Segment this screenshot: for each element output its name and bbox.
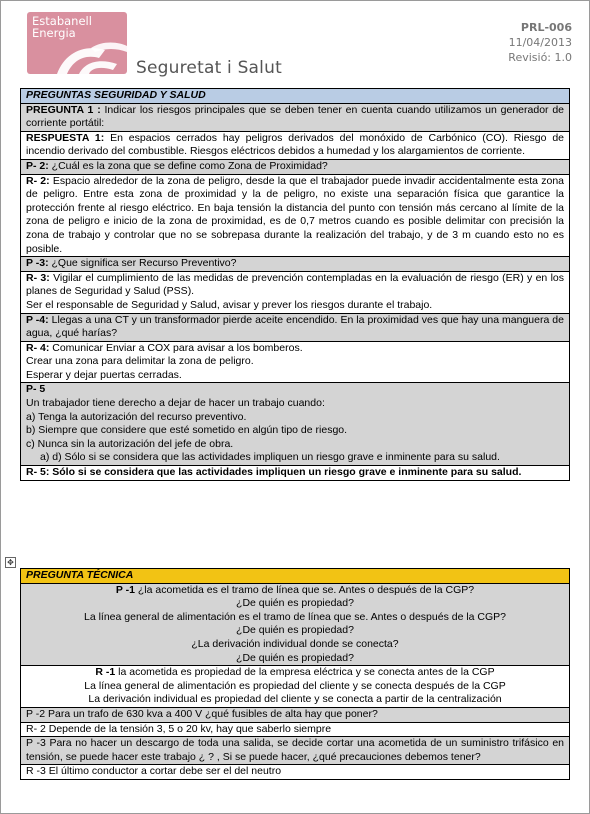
question-1: PREGUNTA 1 : Indicar los riesgos principales que se deben tener en cuenta cuando utilizamos un generador de corriente portátil: xyxy=(21,103,570,131)
question-3: P -3: ¿Que significa ser Recurso Preventivo? xyxy=(21,257,570,272)
tech-answer-2: R- 2 Depende de la tensión 3, 5 o 20 kv, hay que saberlo siempre xyxy=(21,722,570,737)
section2-title: PREGUNTA TÉCNICA xyxy=(21,569,570,584)
tech-question-1: P -1 ¿la acometida es el tramo de línea que se. Antes o después de la CGP? ¿De quién es propiedad? La línea general de alimentación es el tramo de línea que se. Antes o después de la CGP? ¿De quién es propiedad? ¿La derivación individual donde se conecta? ¿De quién es propiedad? xyxy=(21,583,570,666)
document-revision: Revisió: 1.0 xyxy=(508,51,572,64)
answer-5: R- 5: Sólo si se considera que las actividades impliquen un riesgo grave e inminente para su salud. xyxy=(21,466,570,481)
answer-1: RESPUESTA 1: En espacios cerrados hay peligros derivados del monóxido de Carbónico (CO). Riesgo de incendio derivado del combustible. Riesgos eléctricos debidos a humedad y los alargamientos de corriente. xyxy=(21,131,570,159)
question-5: P- 5 Un trabajador tiene derecho a dejar de hacer un trabajo cuando: a) Tenga la autorización del recurso preventivo. b) Siempre que considere que esté sometido en algún tipo de riesgo. c) Nunca sin la autorización del jefe de obra. a) d) Sólo si se considera que las actividades impliquen un riesgo grave e inminente para su salud. xyxy=(21,383,570,466)
answer-4: R- 4: Comunicar Enviar a COX para avisar a los bomberos. Crear una zona para delimitar la zona de peligro. Esperar y dejar puertas cerradas. xyxy=(21,341,570,383)
answer-2: R- 2: Espacio alrededor de la zona de peligro, desde la que el trabajador puede invadir accidentalmente esta zona de peligro. Entre esta zona de proximidad y la de peligro, no existe una separación física que garantice la protección frente al riesgo eléctrico. En baja tensión la distancia del punto con tensión más cercano al límite de la zona de peligro e inicio de la zona de proximidad, es de 0,7 metros cuando es posible delimitar con precisión la zona de trabajo y controlar que no se sobrepasa durante la realización del trabajo, y de 3 m cuando esto no es posible. xyxy=(21,174,570,257)
tech-answer-1: R -1 la acometida es propiedad de la empresa eléctrica y se conecta antes de la CGP La línea general de alimentación es propiedad del cliente y se conecta después de la CGP La derivación individual es propiedad del cliente y se conecta a partir de la centralización xyxy=(21,666,570,708)
table-move-handle-icon[interactable]: ✥ xyxy=(5,557,16,568)
tech-question-3: P -3 Para no hacer un descargo de toda una salida, se decide cortar una acometida de un suministro trifásico en tensión, se puede hacer este trabajo ¿ ? , Si se puede hacer, ¿qué precauciones debemos tener? xyxy=(21,737,570,765)
company-logo xyxy=(27,12,127,74)
tech-answer-3: R -3 El último conductor a cortar debe ser el del neutro xyxy=(21,765,570,780)
document-code: PRL-006 xyxy=(520,21,572,34)
answer-3: R- 3: Vigilar el cumplimiento de las medidas de prevención contempladas en la evaluación de riesgo (ER) y en los planes de Seguridad y Salud (PSS). Ser el responsable de Seguridad y Salud, avisar y prever los riesgos durante el trabajo. xyxy=(21,271,570,313)
technical-questions-table xyxy=(20,568,570,780)
document-date: 11/04/2013 xyxy=(508,36,572,49)
logo-line2: Energia xyxy=(32,26,76,40)
question-2: P- 2: ¿Cuál es la zona que se define como Zona de Proximidad? xyxy=(21,159,570,174)
logo-line1: Estabanell xyxy=(32,14,92,28)
page-title: Seguretat i Salut xyxy=(136,58,282,78)
question-4: P -4: Llegas a una CT y un transformador pierde aceite encendido. En la proximidad ves que hay una manguera de agua, ¿qué harías? xyxy=(21,313,570,341)
document-info xyxy=(508,20,572,65)
safety-questions-table xyxy=(20,88,570,481)
section1-title: PREGUNTAS SEGURIDAD Y SALUD xyxy=(21,89,570,104)
tech-question-2: P -2 Para un trafo de 630 kva a 400 V ¿qué fusibles de alta hay que poner? xyxy=(21,707,570,722)
